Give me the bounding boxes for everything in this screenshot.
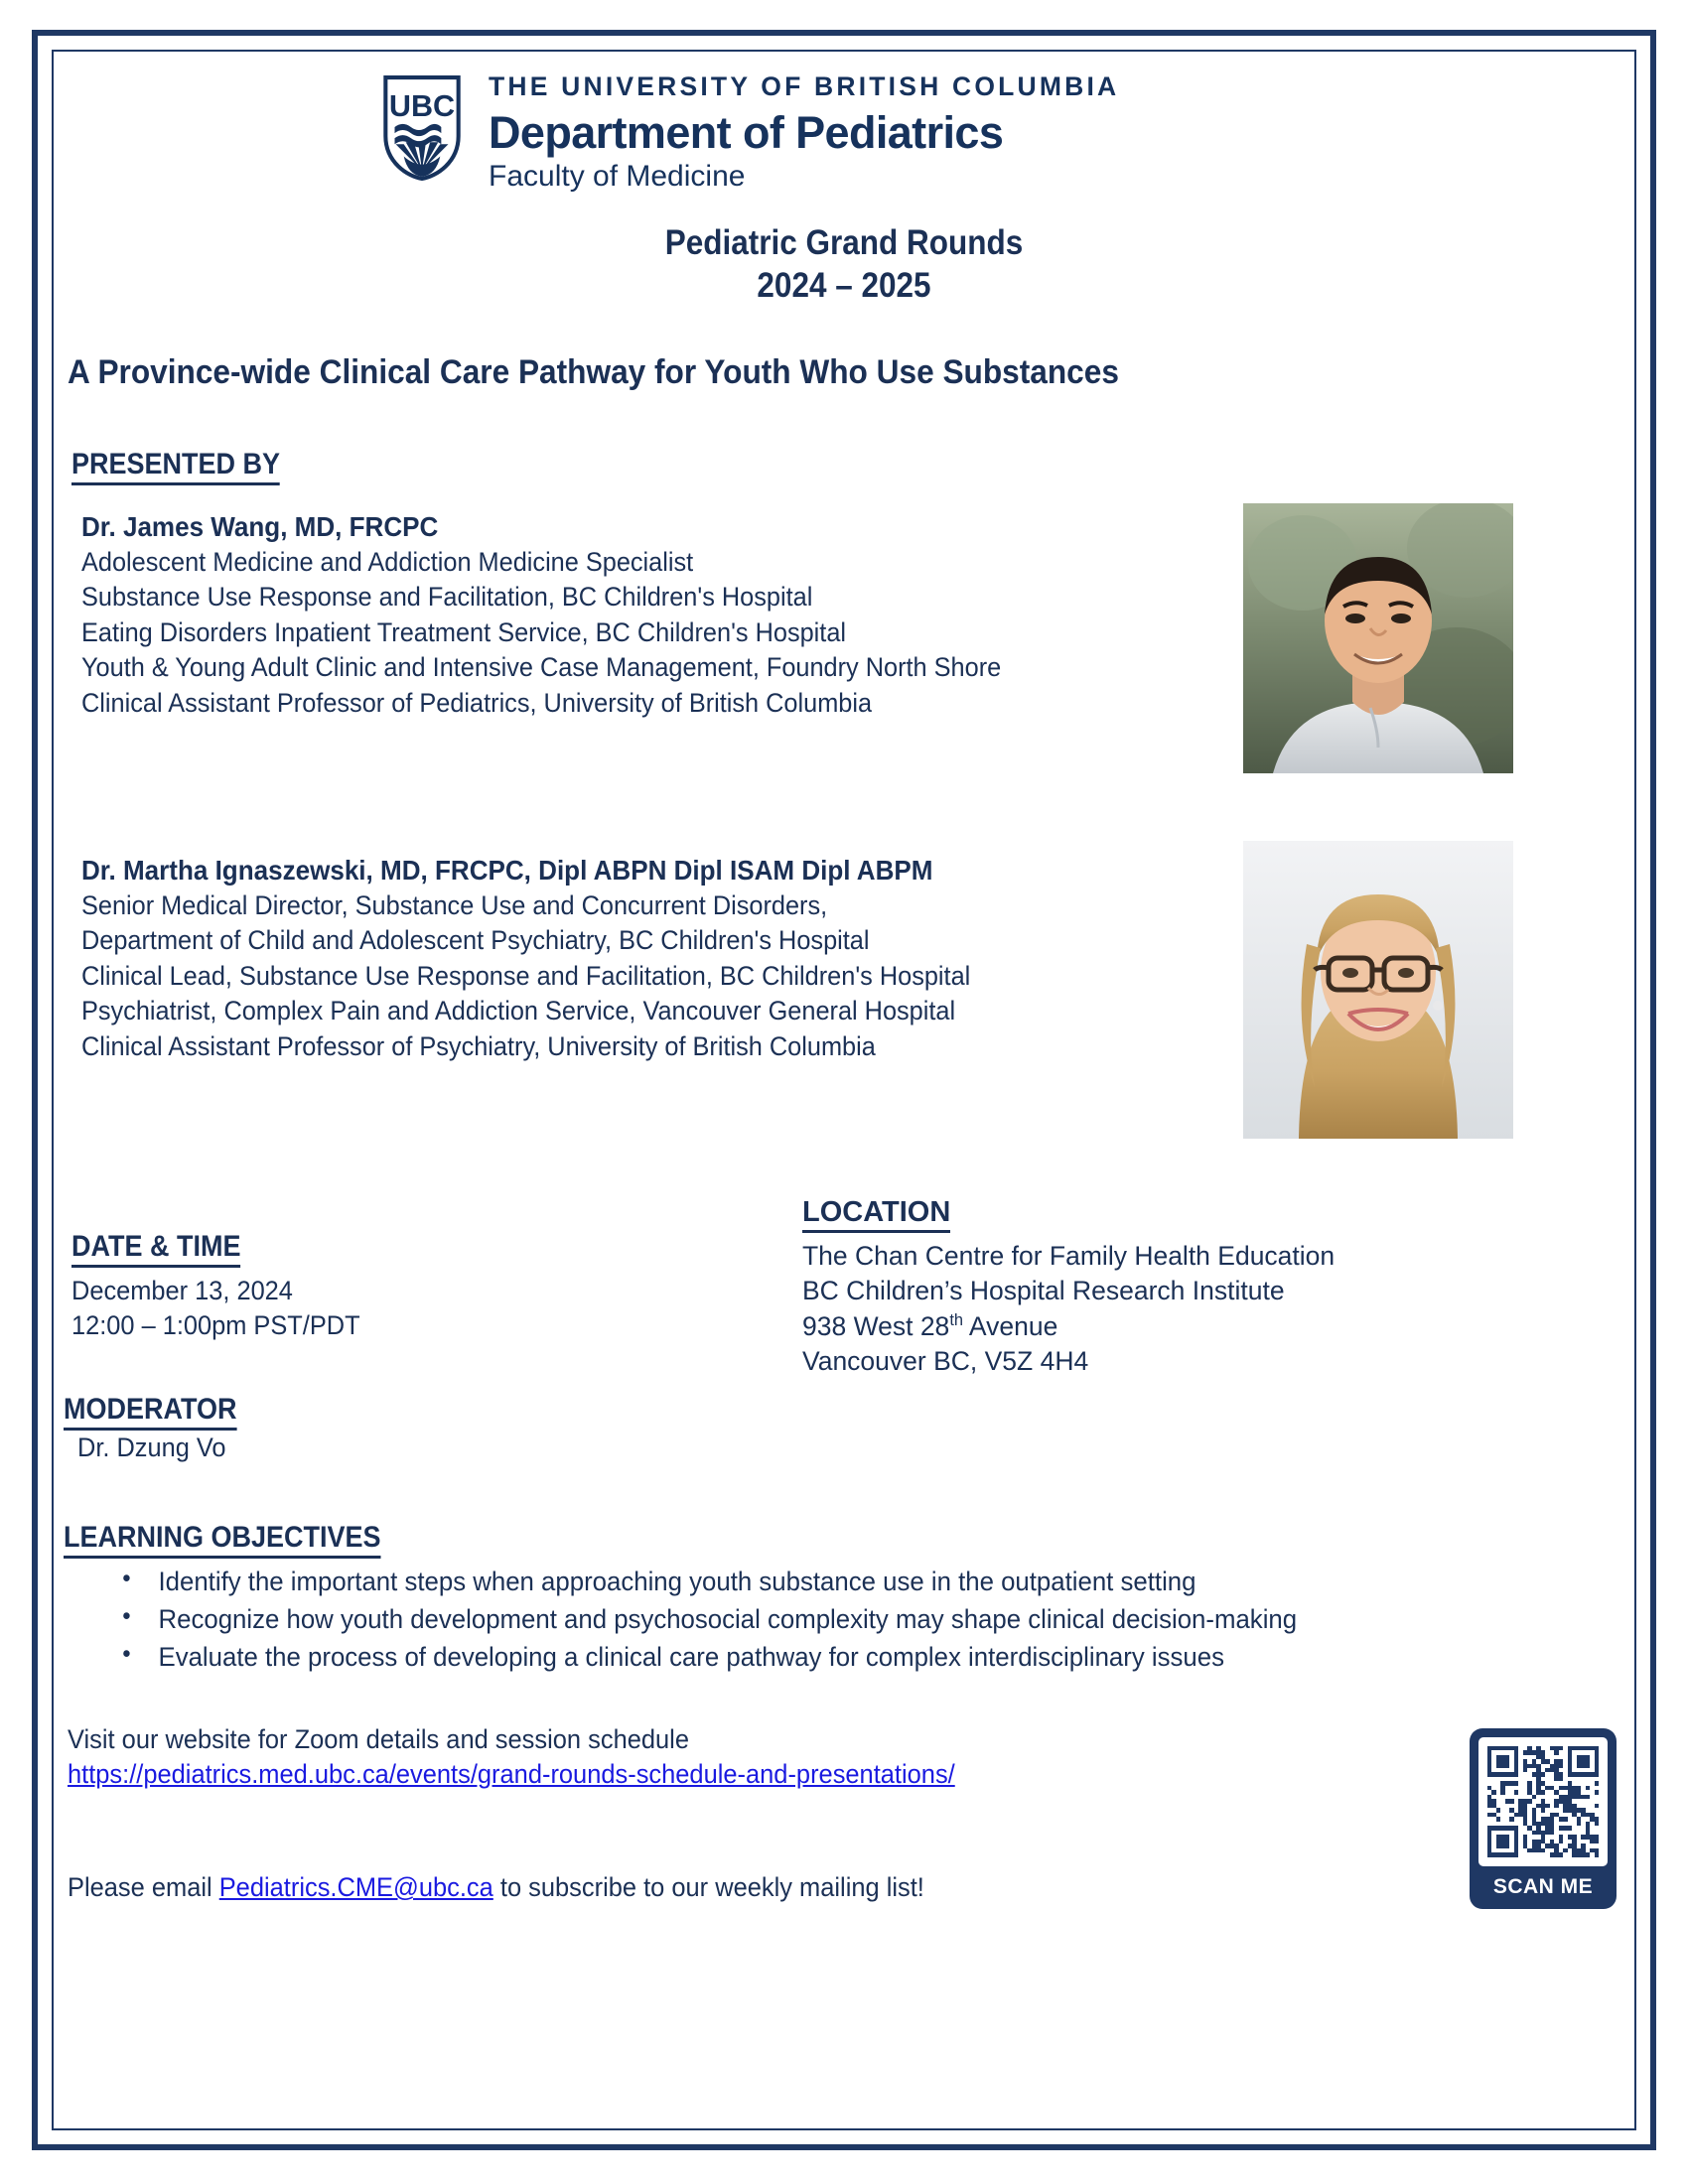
website-prompt: Visit our website for Zoom details and session schedule	[68, 1723, 689, 1754]
speaker-photo-1	[1243, 503, 1513, 773]
street-word: Avenue	[963, 1310, 1058, 1341]
event-details-row	[54, 1196, 1634, 1375]
scan-me-label: SCAN ME	[1492, 1874, 1594, 1898]
speaker-credential-line: Youth & Young Adult Clinic and Intensive Case Management, Foundry North Shore	[81, 652, 1002, 683]
learning-objectives-heading: LEARNING OBJECTIVES	[64, 1521, 381, 1559]
moderator-name: Dr. Dzung Vo	[77, 1432, 226, 1462]
event-time: 12:00 – 1:00pm PST/PDT	[71, 1310, 360, 1341]
speaker-block-1	[81, 511, 1634, 789]
speaker-photo-2	[1243, 841, 1513, 1139]
street-number: 938 West 28	[802, 1310, 950, 1341]
svg-text:UBC: UBC	[388, 88, 456, 123]
ordinal-suffix: th	[949, 1310, 964, 1329]
location-line-1: The Chan Centre for Family Health Education	[802, 1240, 1336, 1271]
location-block	[802, 1196, 1438, 1380]
poster-content	[54, 52, 1634, 2132]
university-name: THE UNIVERSITY OF BRITISH COLUMBIA	[489, 71, 1120, 101]
email-suffix-text: to subscribe to our weekly mailing list!	[492, 1872, 924, 1903]
ubc-logo-wordmark	[489, 69, 1634, 193]
location-line-4: Vancouver BC, V5Z 4H4	[802, 1346, 1089, 1377]
speaker-credential-line: Psychiatrist, Complex Pain and Addiction Service, Vancouver General Hospital	[81, 996, 956, 1026]
cme-email-link[interactable]: Pediatrics.CME@ubc.ca	[218, 1872, 493, 1903]
objective-item: • Recognize how youth development and psychosocial complexity may shape clinical decision‑making	[64, 1600, 1564, 1638]
ubc-shield-icon	[381, 73, 463, 188]
series-name: Pediatric Grand Rounds	[664, 223, 1024, 263]
objective-item: • Evaluate the process of developing a clinical care pathway for complex interdisciplinary issues	[64, 1638, 1564, 1676]
grand-rounds-schedule-link[interactable]: https://pediatrics.med.ubc.ca/events/grand-rounds-schedule-and-presentations/	[68, 1759, 955, 1790]
grand-rounds-title	[133, 222, 1556, 307]
learning-objectives-list	[64, 1563, 1634, 1677]
location-line-3	[802, 1309, 1438, 1345]
date-time-heading: DATE & TIME	[71, 1230, 240, 1268]
email-prefix-text: Please email	[68, 1872, 219, 1903]
speaker-block-2	[81, 855, 1634, 1153]
footer-section	[68, 1722, 1634, 1906]
date-time-block	[71, 1230, 687, 1344]
faculty-name: Faculty of Medicine	[489, 160, 746, 194]
qr-code-icon	[1478, 1737, 1608, 1866]
location-line-2: BC Children’s Hospital Research Institute	[802, 1276, 1285, 1306]
email-line	[68, 1870, 1572, 1906]
qr-code-block[interactable]	[1470, 1728, 1617, 1909]
qr-code-modules	[1487, 1746, 1599, 1857]
speaker-name-2: Dr. Martha Ignaszewski, MD, FRCPC, Dipl ABPN Dipl ISAM Dipl ABPM	[81, 854, 933, 886]
speaker-credential-line: Senior Medical Director, Substance Use and Concurrent Disorders,	[81, 889, 828, 920]
speaker-credential-line: Substance Use Response and Facilitation, BC Children's Hospital	[81, 582, 813, 613]
moderator-section	[64, 1393, 1634, 1463]
speaker-credential-line: Adolescent Medicine and Addiction Medicine Specialist	[81, 546, 694, 577]
event-date: December 13, 2024	[71, 1275, 293, 1305]
objective-item: • Identify the important steps when approaching youth substance use in the outpatient setting	[64, 1563, 1564, 1600]
speaker-credential-line: Eating Disorders Inpatient Treatment Service, BC Children's Hospital	[81, 616, 847, 647]
speaker-credential-line: Clinical Lead, Substance Use Response and Facilitation, BC Children's Hospital	[81, 960, 971, 991]
department-name: Department of Pediatrics	[489, 107, 1004, 158]
website-url-line	[68, 1757, 1572, 1793]
ubc-logo-header	[54, 69, 1634, 193]
presented-by-heading: PRESENTED BY	[71, 448, 280, 485]
learning-objectives-section	[64, 1521, 1634, 1677]
speaker-credential-line: Clinical Assistant Professor of Pediatrics, University of British Columbia	[81, 687, 873, 718]
session-title: A Province-wide Clinical Care Pathway for Youth Who Use Substances	[68, 352, 1119, 391]
location-heading: LOCATION	[802, 1196, 950, 1233]
speaker-credential-line: Clinical Assistant Professor of Psychiatry, University of British Columbia	[81, 1030, 876, 1061]
presented-by-section	[71, 448, 1634, 1153]
speaker-name-1: Dr. James Wang, MD, FRCPC	[81, 510, 439, 542]
speaker-credential-line: Department of Child and Adolescent Psychiatry, BC Children's Hospital	[81, 925, 870, 956]
series-years: 2024 – 2025	[757, 265, 931, 305]
moderator-heading: MODERATOR	[64, 1393, 237, 1431]
